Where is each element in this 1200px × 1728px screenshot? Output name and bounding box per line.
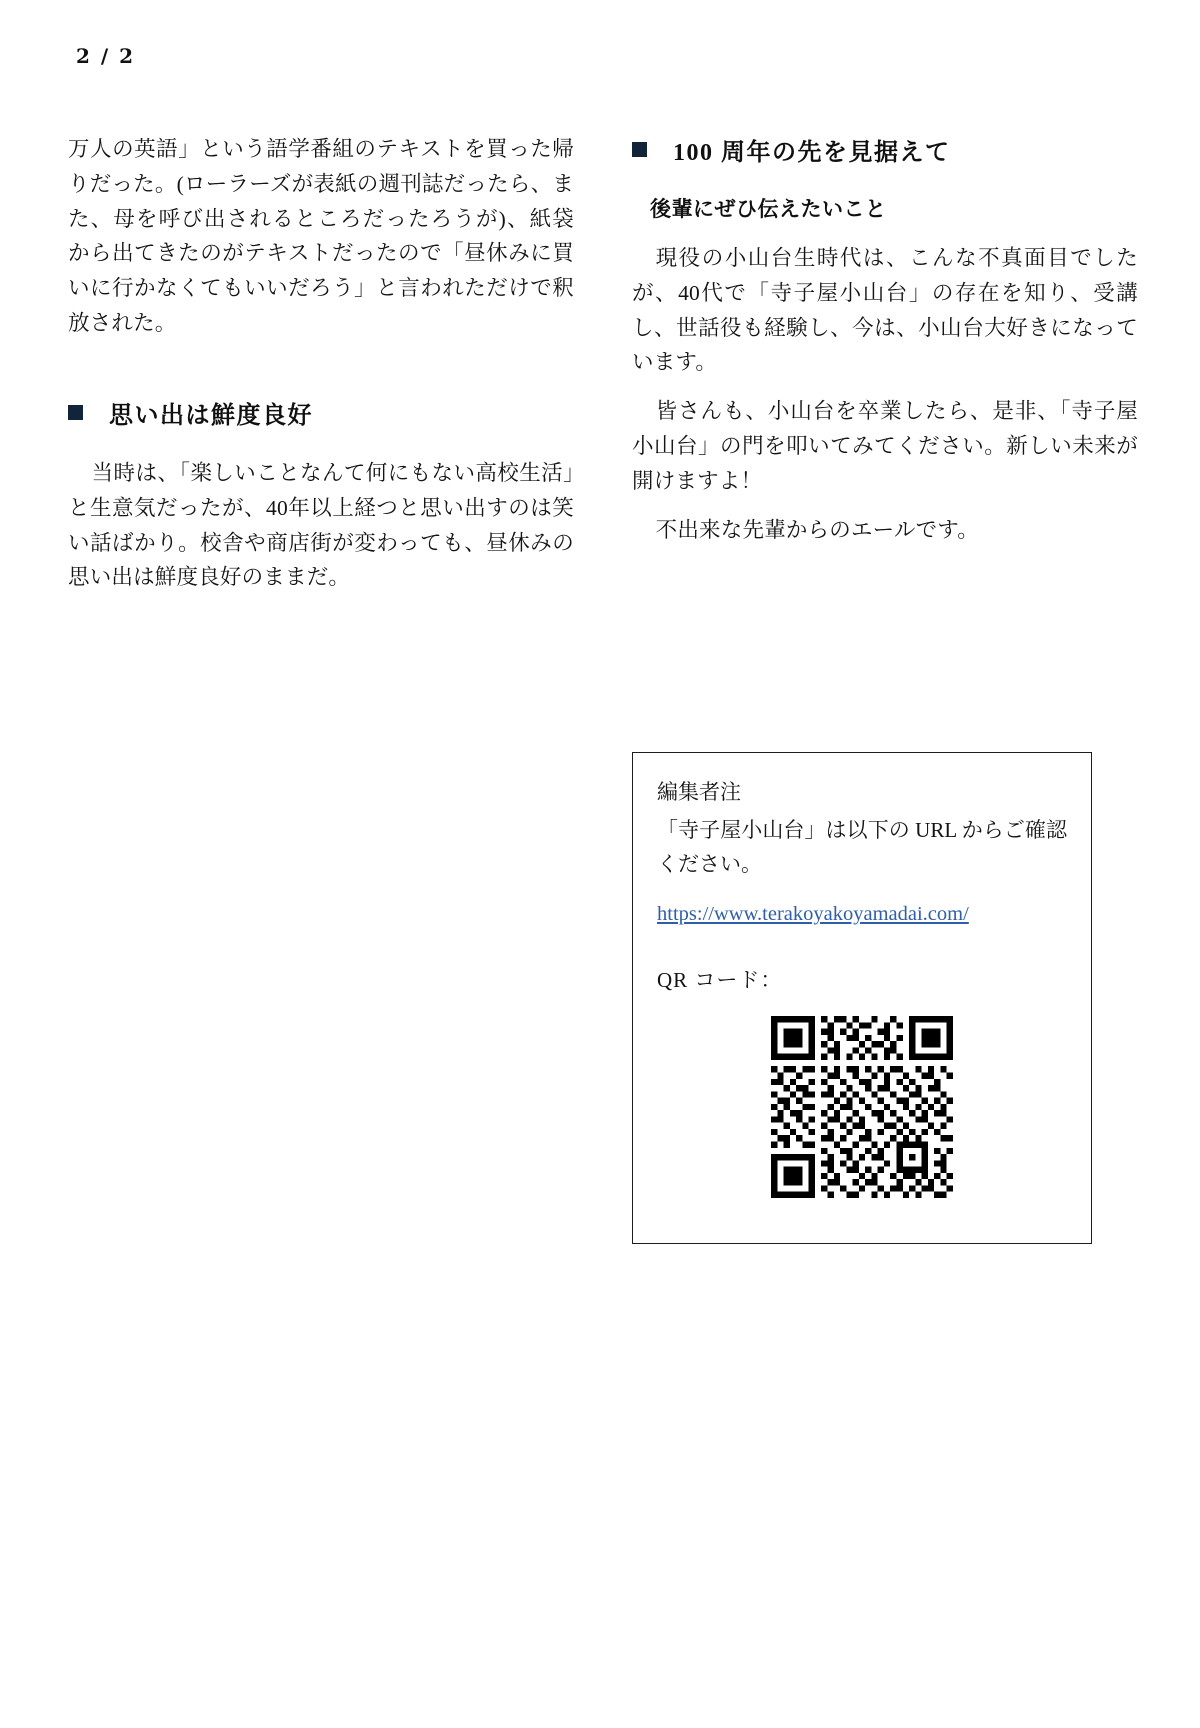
editor-note-box bbox=[632, 752, 1092, 1244]
section-heading-memories bbox=[68, 395, 574, 430]
page-number: 2 / 2 bbox=[76, 44, 136, 68]
subheading: 後輩にぜひ伝えたいこと bbox=[650, 197, 887, 221]
editor-note-heading: 編集者注 bbox=[657, 780, 741, 804]
paragraph: 不出来な先輩からのエールです。 bbox=[655, 517, 979, 542]
editor-note-url-link[interactable]: https://www.terakoyakoyamadai.com/ bbox=[657, 903, 969, 926]
left-column bbox=[68, 132, 574, 595]
paragraph: 現役の小山台生時代は、こんな不真面目でしたが、40代で「寺子屋小山台」の存在を知り、受講し、世話役も経験し、今は、小山台大好きになっています。 bbox=[632, 246, 1138, 375]
section-title: 思い出は鮮度良好 bbox=[109, 402, 313, 429]
section-title: 100 周年の先を見据えて bbox=[673, 140, 951, 166]
editor-note-body: 「寺子屋小山台」は以下の URL からご確認ください。 bbox=[657, 818, 1067, 877]
two-column-body bbox=[68, 132, 1138, 595]
qr-code-image bbox=[657, 1016, 1067, 1198]
right-column bbox=[632, 132, 1138, 595]
paragraph: 当時は、「楽しいことなんて何にもない高校生活」と生意気だったが、40年以上経つと思い出すのは笑い話ばかり。校舎や商店街が変わっても、昼休みの思い出は鮮度良好のままだ。 bbox=[68, 460, 574, 590]
paragraph: 万人の英語」という語学番組のテキストを買った帰りだった。(ローラーズが表紙の週刊誌だったら、また、母を呼び出されるところだったろうが)、紙袋から出てきたのがテキストだったので「昼休みに買いに行かなくてもいいだろう」と言われただけで釈放された。 bbox=[68, 137, 574, 336]
paragraph: 皆さんも、小山台を卒業したら、是非、「寺子屋小山台」の門を叩いてみてください。新しい未来が開けますよ！ bbox=[632, 399, 1138, 493]
section-heading-centennial bbox=[632, 132, 1138, 167]
square-bullet-icon bbox=[632, 142, 647, 157]
square-bullet-icon bbox=[68, 405, 83, 420]
qr-code-label: QR コード： bbox=[657, 968, 783, 993]
